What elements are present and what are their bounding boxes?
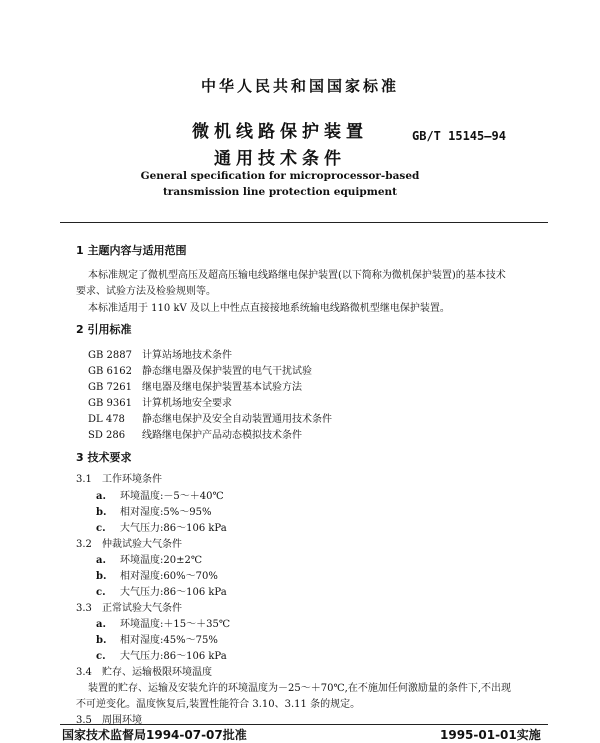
section-3-heading: 3 技术要求 — [76, 451, 132, 464]
item-text: 大气压力:86～106 kPa — [120, 651, 227, 662]
item-mark: a. — [96, 619, 106, 630]
reference-title: 线路继电保护产品动态模拟技术条件 — [142, 430, 302, 441]
subsection-title: 贮存、运输极限环境温度 — [102, 667, 212, 678]
subsection-number: 3.4 — [76, 667, 92, 678]
reference-item — [88, 410, 332, 425]
item-mark: a. — [96, 555, 106, 566]
item-text: 相对湿度:60%～70% — [120, 571, 218, 582]
item-mark: c. — [96, 523, 106, 534]
item-text: 大气压力:86～106 kPa — [120, 523, 227, 534]
item-text: 相对湿度:45%～75% — [120, 635, 218, 646]
document-title-line1: 微机线路保护装置 — [192, 122, 368, 142]
reference-item — [88, 378, 302, 393]
item-mark: a. — [96, 491, 106, 502]
item-mark: c. — [96, 587, 106, 598]
section-1-para1-line1: 本标准规定了微机型高压及超高压输电线路继电保护装置(以下简称为微机保护装置)的基本技术 — [88, 270, 506, 281]
reference-title: 静态继电器及保护装置的电气干扰试验 — [142, 366, 312, 377]
item-text: 相对湿度:5%～95% — [120, 507, 212, 518]
section-1-para1-line2: 要求、试验方法及检验规则等。 — [76, 286, 216, 297]
section-1-heading: 1 主题内容与适用范围 — [76, 244, 187, 257]
subsection-title: 周围环境 — [102, 715, 142, 726]
subsection-title: 仲裁试验大气条件 — [102, 539, 182, 550]
list-item — [96, 631, 218, 646]
item-text: 大气压力:86～106 kPa — [120, 587, 227, 598]
subsection-number: 3.1 — [76, 474, 92, 485]
subsection-3-4-body-line2: 不可逆变化。温度恢复后,装置性能符合 3.10、3.11 条的规定。 — [76, 699, 361, 710]
reference-code: GB 7261 — [88, 382, 132, 393]
item-mark: c. — [96, 651, 106, 662]
reference-title: 继电器及继电保护装置基本试验方法 — [142, 382, 302, 393]
list-item — [96, 567, 218, 582]
reference-code: DL 478 — [88, 414, 125, 425]
footer-divider — [60, 724, 548, 725]
english-title-line2: transmission line protection equipment — [162, 186, 398, 198]
header-divider — [60, 222, 548, 223]
list-item — [96, 583, 227, 598]
subsection-number: 3.3 — [76, 603, 92, 614]
subsection-title: 工作环境条件 — [102, 474, 162, 485]
subsection-number: 3.5 — [76, 715, 92, 726]
reference-item — [88, 426, 302, 441]
english-title-line1: General specification for microprocessor-based — [140, 170, 420, 182]
item-text: 环境温度:＋15～＋35℃ — [120, 619, 231, 630]
subsection-3-4 — [76, 663, 212, 678]
subsection-number: 3.2 — [76, 539, 92, 550]
reference-code: GB 6162 — [88, 366, 132, 377]
item-mark: b. — [96, 571, 107, 582]
standard-org-title: 中华人民共和国国家标准 — [200, 77, 399, 95]
list-item — [96, 519, 227, 534]
subsection-title: 正常试验大气条件 — [102, 603, 182, 614]
list-item — [96, 551, 202, 566]
reference-code: GB 9361 — [88, 398, 132, 409]
reference-item — [88, 394, 232, 409]
item-mark: b. — [96, 635, 107, 646]
item-mark: b. — [96, 507, 107, 518]
reference-title: 计算站场地技术条件 — [142, 350, 232, 361]
item-text: 环境温度:20±2℃ — [120, 555, 203, 566]
list-item — [96, 647, 227, 662]
subsection-3-4-body-line1: 装置的贮存、运输及安装允许的环境温度为－25～＋70℃,在不施加任何激励量的条件下,不出现 — [88, 683, 511, 694]
item-text: 环境温度:－5～＋40℃ — [120, 491, 224, 502]
reference-title: 计算机场地安全要求 — [142, 398, 232, 409]
reference-item — [88, 362, 312, 377]
list-item — [96, 487, 224, 502]
list-item — [96, 503, 211, 518]
effective-date: 1995-01-01实施 — [440, 728, 541, 742]
subsection-3-3 — [76, 599, 182, 614]
document-title-line2: 通用技术条件 — [214, 149, 346, 169]
section-1-para2: 本标准适用于 110 kV 及以上中性点直接接地系统输电线路微机型继电保护装置。 — [88, 303, 450, 314]
section-2-heading: 2 引用标准 — [76, 323, 132, 336]
list-item — [96, 615, 230, 630]
reference-code: GB 2887 — [88, 350, 132, 361]
reference-code: SD 286 — [88, 430, 126, 441]
reference-title: 静态继电保护及安全自动装置通用技术条件 — [142, 414, 332, 425]
reference-item — [88, 346, 232, 361]
standard-number: GB/T 15145—94 — [412, 129, 506, 143]
approval-date: 国家技术监督局1994-07-07批准 — [62, 728, 247, 742]
subsection-3-1 — [76, 470, 162, 485]
subsection-3-2 — [76, 535, 182, 550]
